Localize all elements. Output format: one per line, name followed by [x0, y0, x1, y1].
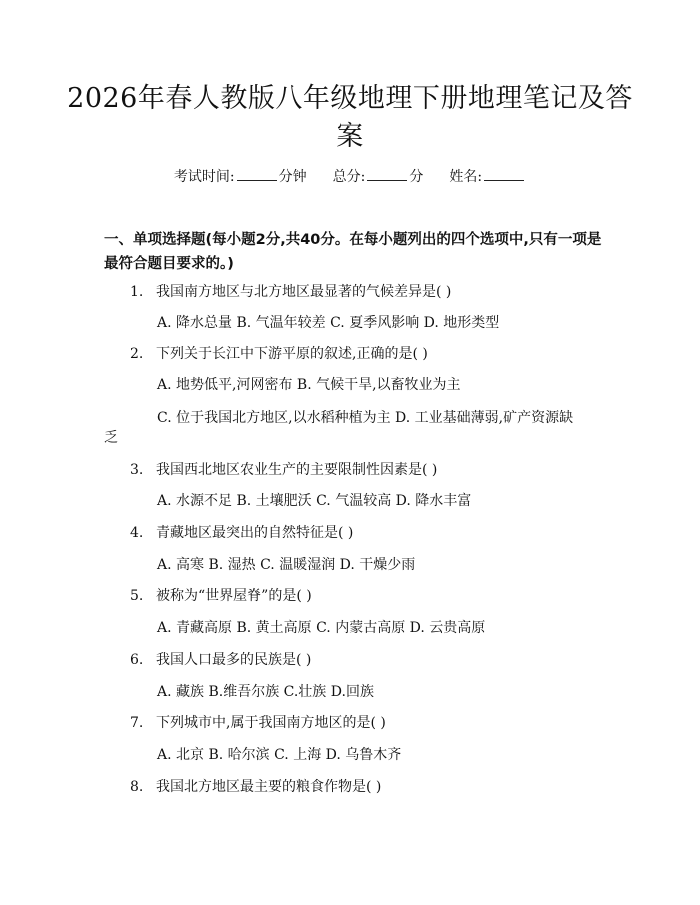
question-7: [130, 713, 386, 733]
question-3: [130, 460, 437, 480]
question-number: 3.: [130, 462, 144, 478]
time-unit: 分钟: [278, 169, 307, 185]
document-title: 2026年春人教版八年级地理下册地理笔记及答案: [67, 83, 633, 152]
question-2: [130, 344, 428, 364]
score-blank: [367, 168, 407, 181]
question-number: 7.: [130, 715, 144, 731]
question-text: 我国人口最多的民族是( ): [156, 652, 312, 668]
question-text: 下列关于长江中下游平原的叙述,正确的是( ): [156, 346, 428, 362]
question-number: 2.: [130, 346, 144, 362]
question-text: 下列城市中,属于我国南方地区的是( ): [156, 715, 386, 731]
question-5: [130, 586, 312, 606]
question-1-options: A. 降水总量 B. 气温年较差 C. 夏季风影响 D. 地形类型: [157, 315, 500, 331]
time-blank: [237, 168, 277, 181]
section-heading: 一、单项选择题(每小题2分,共40分。在每小题列出的四个选项中,只有一项是最符合题目要求的。): [104, 232, 602, 272]
score-label: 总分:: [332, 169, 366, 185]
question-6: [130, 650, 311, 670]
question-5-options: A. 青藏高原 B. 黄土高原 C. 内蒙古高原 D. 云贵高原: [157, 620, 486, 636]
question-text: 青藏地区最突出的自然特征是( ): [156, 525, 354, 541]
question-4: [130, 523, 353, 543]
exam-meta: [0, 167, 700, 187]
question-3-options: A. 水源不足 B. 土壤肥沃 C. 气温较高 D. 降水丰富: [157, 493, 472, 509]
question-text: 我国南方地区与北方地区最显著的气候差异是( ): [156, 284, 452, 300]
question-2-options-line-2: C. 位于我国北方地区,以水稻种植为主 D. 工业基础薄弱,矿产资源缺: [157, 410, 574, 426]
score-unit: 分: [409, 169, 424, 185]
question-text: 被称为“世界屋脊”的是( ): [156, 588, 312, 604]
question-text: 我国西北地区农业生产的主要限制性因素是( ): [156, 462, 438, 478]
question-7-options: A. 北京 B. 哈尔滨 C. 上海 D. 乌鲁木齐: [157, 747, 402, 763]
question-2-options-line-1: A. 地势低平,河网密布 B. 气候干旱,以畜牧业为主: [157, 377, 461, 393]
question-number: 4.: [130, 525, 144, 541]
time-label: 考试时间:: [173, 169, 235, 185]
question-number: 8.: [130, 779, 144, 795]
question-1: [130, 282, 451, 302]
question-number: 5.: [130, 588, 144, 604]
question-4-options: A. 高寒 B. 湿热 C. 温暖湿润 D. 干燥少雨: [157, 557, 416, 573]
question-text: 我国北方地区最主要的粮食作物是( ): [156, 779, 382, 795]
question-number: 1.: [130, 284, 144, 300]
name-label: 姓名:: [449, 169, 483, 185]
name-blank: [484, 168, 524, 181]
question-8: [130, 777, 381, 797]
question-6-options: A. 藏族 B.维吾尔族 C.壮族 D.回族: [157, 684, 374, 700]
question-number: 6.: [130, 652, 144, 668]
question-2-options-wrap: 乏: [104, 430, 118, 446]
